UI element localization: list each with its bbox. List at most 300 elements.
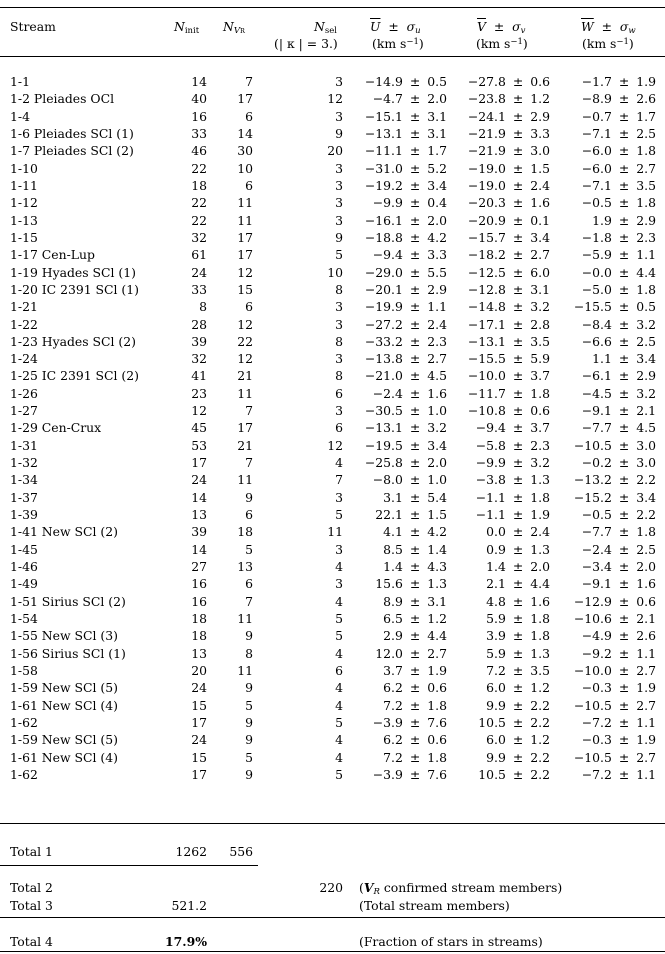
plus-minus-sign: ± (512, 247, 524, 263)
u-sigma-value: 2.7 (427, 351, 447, 367)
w-mean-value: −3.4 (581, 559, 612, 574)
plus-minus-sign: ± (409, 74, 421, 89)
u-mean-value: −9.9 (372, 195, 403, 211)
plus-minus-sign: ± (618, 264, 630, 280)
header-v-sigma-sub: v (520, 26, 526, 36)
u-sigma-value: 3.1 (427, 126, 447, 141)
v-mean-value: 5.9 (486, 645, 506, 661)
v-velocity-cell (468, 194, 550, 211)
plus-minus-sign: ± (512, 524, 524, 540)
w-sigma-value: 1.8 (636, 524, 656, 540)
n-vr-value: 9 (245, 732, 253, 748)
n-vr-value: 17 (237, 247, 253, 263)
plus-minus-sign: ± (618, 593, 630, 609)
v-sigma-value: 3.4 (530, 229, 550, 245)
v-velocity-cell (468, 160, 550, 177)
u-velocity-cell (383, 558, 447, 575)
v-mean-value: −18.2 (467, 247, 506, 263)
plus-minus-sign: ± (618, 524, 630, 540)
total-1-n-init: 1262 (175, 844, 207, 859)
u-mean-value: −18.8 (364, 229, 403, 245)
total-3-row (0, 897, 665, 914)
stream-name: 1-37 (10, 489, 38, 505)
u-sigma-value: 1.6 (427, 385, 447, 401)
u-mean-value: −25.8 (364, 455, 403, 470)
stream-name: 1-46 (10, 559, 38, 574)
u-mean-value: −13.8 (364, 351, 403, 367)
plus-minus-sign: ± (512, 680, 524, 696)
v-sigma-value: 3.5 (530, 333, 550, 349)
u-mean-value: 3.7 (383, 662, 403, 678)
u-mean-value: 6.2 (383, 680, 403, 696)
stream-name: 1-23 Hyades SCl (2) (10, 333, 136, 349)
v-velocity-cell (468, 212, 550, 229)
u-mean-value: −19.9 (364, 299, 403, 315)
n-sel-value: 4 (335, 559, 343, 574)
u-velocity-cell (365, 229, 447, 246)
plus-minus-sign: ± (409, 732, 421, 748)
v-velocity-cell (486, 575, 550, 592)
plus-minus-sign: ± (512, 610, 524, 626)
n-init-value: 17 (191, 766, 207, 782)
plus-minus-sign: ± (409, 195, 421, 211)
unit-exp: −1 (406, 37, 419, 47)
u-velocity-cell (383, 610, 447, 627)
v-mean-value: −17.1 (467, 316, 506, 332)
plus-minus-sign: ± (409, 403, 421, 419)
header-n-sel-sub: sel (324, 26, 337, 36)
n-sel-value: 6 (335, 420, 343, 436)
n-vr-value: 5 (245, 749, 253, 765)
w-mean-value: −4.9 (581, 628, 612, 644)
plus-minus-sign: ± (618, 662, 630, 678)
plus-minus-sign: ± (618, 714, 630, 730)
w-velocity-cell (582, 264, 656, 281)
w-mean-value: −8.4 (581, 316, 612, 332)
v-sigma-value: 0.6 (530, 74, 550, 89)
u-mean-value: 6.2 (383, 732, 403, 748)
w-mean-value: −0.3 (581, 732, 612, 748)
table-row (0, 142, 665, 159)
n-sel-value: 12 (327, 437, 343, 453)
v-sigma-value: 2.2 (530, 749, 550, 765)
v-velocity-cell (486, 627, 550, 644)
v-velocity-cell (468, 281, 550, 298)
w-sigma-value: 3.4 (636, 489, 656, 505)
v-velocity-cell (468, 177, 550, 194)
header-n-vr-symbol: N (223, 19, 234, 34)
header-v-pm: ± (493, 19, 505, 34)
plus-minus-sign: ± (618, 177, 630, 193)
n-init-value: 14 (191, 489, 207, 505)
v-velocity-cell (478, 714, 550, 731)
stream-name: 1-13 (10, 212, 38, 228)
w-mean-value: −7.1 (581, 177, 612, 193)
v-mean-value: 6.0 (486, 732, 506, 748)
v-mean-value: 4.8 (486, 593, 506, 609)
w-mean-value: −6.1 (581, 368, 612, 384)
plus-minus-sign: ± (409, 472, 421, 488)
table-row (0, 298, 665, 315)
n-vr-value: 12 (237, 264, 253, 280)
plus-minus-sign: ± (409, 576, 421, 592)
v-mean-value: 5.9 (486, 610, 506, 626)
header-w-unit (582, 35, 634, 52)
n-vr-value: 11 (237, 195, 253, 211)
plus-minus-sign: ± (409, 126, 421, 141)
plus-minus-sign: ± (618, 247, 630, 263)
v-sigma-value: 0.6 (530, 403, 550, 419)
w-velocity-cell (582, 160, 656, 177)
n-vr-value: 11 (237, 212, 253, 228)
u-velocity-cell (375, 506, 447, 523)
stream-name: 1-15 (10, 229, 38, 245)
u-mean-value: −14.9 (364, 74, 403, 89)
n-vr-value: 5 (245, 697, 253, 713)
stream-name: 1-34 (10, 472, 38, 488)
u-velocity-cell (375, 575, 447, 592)
v-sigma-value: 3.0 (530, 143, 550, 159)
v-sigma-value: 2.4 (530, 177, 550, 193)
w-sigma-value: 1.1 (636, 645, 656, 661)
unit-text: (km s (582, 36, 617, 51)
u-sigma-value: 5.4 (427, 489, 447, 505)
n-init-value: 20 (191, 662, 207, 678)
v-sigma-value: 2.9 (530, 108, 550, 124)
u-sigma-value: 2.3 (427, 333, 447, 349)
n-init-value: 45 (191, 420, 207, 436)
total-4-label: Total 4 (10, 934, 53, 949)
u-sigma-value: 4.5 (427, 368, 447, 384)
n-sel-value: 3 (335, 212, 343, 228)
w-mean-value: −10.5 (573, 437, 612, 453)
u-sigma-value: 1.0 (427, 403, 447, 419)
v-velocity-cell (478, 766, 550, 783)
w-mean-value: −0.5 (581, 195, 612, 211)
table-row (0, 333, 665, 350)
w-sigma-value: 2.5 (636, 126, 656, 141)
table-row (0, 350, 665, 367)
plus-minus-sign: ± (409, 714, 421, 730)
plus-minus-sign: ± (618, 680, 630, 696)
plus-minus-sign: ± (512, 212, 524, 228)
v-velocity-cell (486, 645, 550, 662)
w-sigma-value: 2.1 (636, 403, 656, 419)
w-sigma-value: 1.9 (636, 74, 656, 89)
table-row (0, 419, 665, 436)
plus-minus-sign: ± (512, 697, 524, 713)
u-mean-value: 3.1 (383, 489, 403, 505)
w-velocity-cell (582, 402, 656, 419)
u-velocity-cell (373, 714, 447, 731)
plus-minus-sign: ± (618, 91, 630, 107)
stream-name: 1-61 New SCl (4) (10, 697, 118, 713)
n-vr-value: 21 (237, 368, 253, 384)
n-vr-value: 22 (237, 333, 253, 349)
u-mean-value: 6.5 (383, 610, 403, 626)
n-vr-value: 17 (237, 229, 253, 245)
u-mean-value: −27.2 (364, 316, 403, 332)
plus-minus-sign: ± (618, 455, 630, 470)
u-mean-value: −13.1 (364, 420, 403, 436)
w-mean-value: −1.7 (581, 74, 612, 89)
n-init-value: 24 (191, 680, 207, 696)
w-mean-value: −9.2 (581, 645, 612, 661)
v-mean-value: 6.0 (486, 680, 506, 696)
header-u-sigma-sub: u (415, 26, 421, 36)
u-velocity-cell (383, 662, 447, 679)
header-n-sel-symbol: N (314, 19, 325, 34)
n-init-value: 15 (191, 697, 207, 713)
v-mean-value: 0.0 (486, 524, 506, 540)
v-sigma-value: 3.3 (530, 126, 550, 141)
table-row (0, 645, 665, 662)
n-sel-value: 20 (327, 143, 343, 159)
n-init-value: 17 (191, 714, 207, 730)
header-n-vr (223, 18, 245, 35)
w-mean-value: −9.1 (581, 576, 612, 592)
w-sigma-value: 1.6 (636, 576, 656, 592)
v-mean-value: 7.2 (486, 662, 506, 678)
n-sel-value: 6 (335, 662, 343, 678)
v-sigma-value: 3.7 (530, 420, 550, 436)
plus-minus-sign: ± (618, 368, 630, 384)
u-sigma-value: 4.2 (427, 524, 447, 540)
plus-minus-sign: ± (512, 472, 524, 488)
u-sigma-value: 1.1 (427, 299, 447, 315)
u-mean-value: −19.5 (364, 437, 403, 453)
u-sigma-value: 3.1 (427, 593, 447, 609)
v-sigma-value: 2.7 (530, 247, 550, 263)
total-2-note (359, 879, 562, 896)
n-sel-value: 8 (335, 333, 343, 349)
w-sigma-value: 2.6 (636, 91, 656, 107)
w-velocity-cell (592, 212, 656, 229)
v-mean-value: −23.8 (467, 91, 506, 107)
plus-minus-sign: ± (512, 766, 524, 782)
w-mean-value: −7.7 (581, 420, 612, 436)
u-mean-value: 22.1 (375, 507, 403, 522)
v-mean-value: −10.8 (467, 403, 506, 419)
table-row (0, 731, 665, 748)
w-sigma-value: 3.2 (636, 316, 656, 332)
stream-name: 1-29 Cen-Crux (10, 420, 102, 436)
w-sigma-value: 1.9 (636, 680, 656, 696)
plus-minus-sign: ± (409, 437, 421, 453)
v-mean-value: 1.4 (486, 559, 506, 574)
total-3-note: (Total stream members) (359, 898, 510, 913)
n-init-value: 61 (191, 247, 207, 263)
header-n-init-sub: init (184, 26, 200, 36)
n-vr-value: 6 (245, 108, 253, 124)
n-init-value: 39 (191, 524, 207, 540)
table-row (0, 160, 665, 177)
plus-minus-sign: ± (618, 403, 630, 419)
plus-minus-sign: ± (409, 541, 421, 557)
n-init-value: 13 (191, 645, 207, 661)
w-velocity-cell (574, 471, 656, 488)
n-vr-value: 6 (245, 299, 253, 315)
n-init-value: 8 (199, 299, 207, 315)
plus-minus-sign: ± (512, 299, 524, 315)
w-mean-value: −2.4 (581, 541, 612, 557)
n-sel-value: 4 (335, 455, 343, 470)
u-sigma-value: 3.4 (427, 437, 447, 453)
stream-name: 1-51 Sirius SCl (2) (10, 593, 126, 609)
u-mean-value: −20.1 (364, 281, 403, 297)
plus-minus-sign: ± (409, 316, 421, 332)
v-velocity-cell (486, 662, 550, 679)
u-mean-value: −9.4 (372, 247, 403, 263)
w-velocity-cell (582, 523, 656, 540)
plus-minus-sign: ± (618, 559, 630, 574)
n-vr-value: 15 (237, 281, 253, 297)
w-velocity-cell (582, 142, 656, 159)
u-mean-value: −3.9 (372, 766, 403, 782)
n-sel-value: 9 (335, 126, 343, 141)
plus-minus-sign: ± (512, 177, 524, 193)
w-mean-value: −6.0 (581, 143, 612, 159)
table-row (0, 610, 665, 627)
u-velocity-cell (365, 125, 447, 142)
plus-minus-sign: ± (409, 160, 421, 176)
v-velocity-cell (468, 246, 550, 263)
v-mean-value: −13.1 (467, 333, 506, 349)
v-mean-value: −21.9 (467, 126, 506, 141)
w-velocity-cell (582, 177, 656, 194)
v-sigma-value: 1.3 (530, 472, 550, 488)
v-mean-value: 9.9 (486, 697, 506, 713)
v-sigma-value: 2.4 (530, 524, 550, 540)
v-velocity-cell (486, 541, 550, 558)
plus-minus-sign: ± (409, 229, 421, 245)
n-init-value: 28 (191, 316, 207, 332)
w-sigma-value: 1.1 (636, 766, 656, 782)
plus-minus-sign: ± (618, 541, 630, 557)
total-2-note-symbol: V (363, 880, 374, 895)
v-sigma-value: 1.2 (530, 732, 550, 748)
u-sigma-value: 7.6 (427, 766, 447, 782)
u-sigma-value: 1.0 (427, 472, 447, 488)
w-sigma-value: 2.9 (636, 212, 656, 228)
u-mean-value: −8.0 (372, 472, 403, 488)
v-mean-value: −19.0 (467, 160, 506, 176)
stream-name: 1-59 New SCl (5) (10, 732, 118, 748)
w-velocity-cell (582, 125, 656, 142)
w-velocity-cell (582, 627, 656, 644)
top-rule (0, 7, 665, 8)
u-sigma-value: 2.9 (427, 281, 447, 297)
v-sigma-value: 3.1 (530, 281, 550, 297)
u-mean-value: −19.2 (364, 177, 403, 193)
w-sigma-value: 2.5 (636, 333, 656, 349)
plus-minus-sign: ± (512, 489, 524, 505)
u-mean-value: −13.1 (364, 126, 403, 141)
w-sigma-value: 2.2 (636, 472, 656, 488)
v-sigma-value: 2.2 (530, 714, 550, 730)
n-vr-value: 11 (237, 385, 253, 401)
v-velocity-cell (476, 506, 550, 523)
w-velocity-cell (582, 714, 656, 731)
plus-minus-sign: ± (618, 489, 630, 505)
v-sigma-value: 2.0 (530, 559, 550, 574)
u-velocity-cell (365, 367, 447, 384)
u-mean-value: −21.0 (364, 368, 403, 384)
plus-minus-sign: ± (512, 593, 524, 609)
header-w (581, 18, 636, 35)
plus-minus-sign: ± (512, 541, 524, 557)
v-mean-value: −9.4 (475, 420, 506, 436)
header-kappa: (| κ | = 3.) (274, 36, 338, 51)
stream-name: 1-25 IC 2391 SCl (2) (10, 368, 139, 384)
n-sel-value: 3 (335, 541, 343, 557)
w-velocity-cell (582, 229, 656, 246)
v-velocity-cell (468, 367, 550, 384)
v-mean-value: −1.1 (475, 489, 506, 505)
w-mean-value: −5.9 (581, 247, 612, 263)
v-sigma-value: 1.8 (530, 385, 550, 401)
n-sel-value: 4 (335, 645, 343, 661)
stream-name: 1-45 (10, 541, 38, 557)
v-sigma-value: 1.3 (530, 645, 550, 661)
stream-name: 1-17 Cen-Lup (10, 247, 95, 263)
w-velocity-cell (582, 506, 656, 523)
plus-minus-sign: ± (618, 697, 630, 713)
table-row (0, 108, 665, 125)
table-row (0, 523, 665, 540)
plus-minus-sign: ± (512, 91, 524, 107)
n-init-value: 22 (191, 160, 207, 176)
n-init-value: 24 (191, 472, 207, 488)
u-sigma-value: 1.3 (427, 576, 447, 592)
n-init-value: 22 (191, 212, 207, 228)
n-init-value: 16 (191, 108, 207, 124)
v-velocity-cell (476, 471, 550, 488)
u-sigma-value: 1.4 (427, 541, 447, 557)
n-init-value: 13 (191, 507, 207, 522)
u-sigma-value: 2.0 (427, 212, 447, 228)
body-rule (0, 823, 665, 824)
v-velocity-cell (476, 454, 550, 471)
plus-minus-sign: ± (512, 507, 524, 522)
u-velocity-cell (383, 489, 447, 506)
u-velocity-cell (373, 385, 447, 402)
w-mean-value: −4.5 (581, 385, 612, 401)
bottom-rule (0, 951, 665, 952)
n-init-value: 46 (191, 143, 207, 159)
stream-name: 1-21 (10, 299, 38, 315)
stream-name: 1-41 New SCl (2) (10, 524, 118, 540)
plus-minus-sign: ± (618, 645, 630, 661)
w-mean-value: −0.7 (581, 108, 612, 124)
n-sel-value: 8 (335, 281, 343, 297)
table-row (0, 489, 665, 506)
n-vr-value: 12 (237, 351, 253, 367)
total-1-row (0, 843, 665, 860)
total-2-note-rest: confirmed stream members) (379, 880, 563, 895)
stream-name: 1-56 Sirius SCl (1) (10, 645, 126, 661)
u-sigma-value: 0.4 (427, 195, 447, 211)
n-sel-value: 3 (335, 351, 343, 367)
u-mean-value: 1.4 (383, 559, 403, 574)
plus-minus-sign: ± (618, 385, 630, 401)
plus-minus-sign: ± (512, 108, 524, 124)
v-velocity-cell (486, 679, 550, 696)
v-mean-value: 0.9 (486, 541, 506, 557)
n-vr-value: 11 (237, 472, 253, 488)
n-vr-value: 13 (237, 559, 253, 574)
plus-minus-sign: ± (409, 507, 421, 522)
